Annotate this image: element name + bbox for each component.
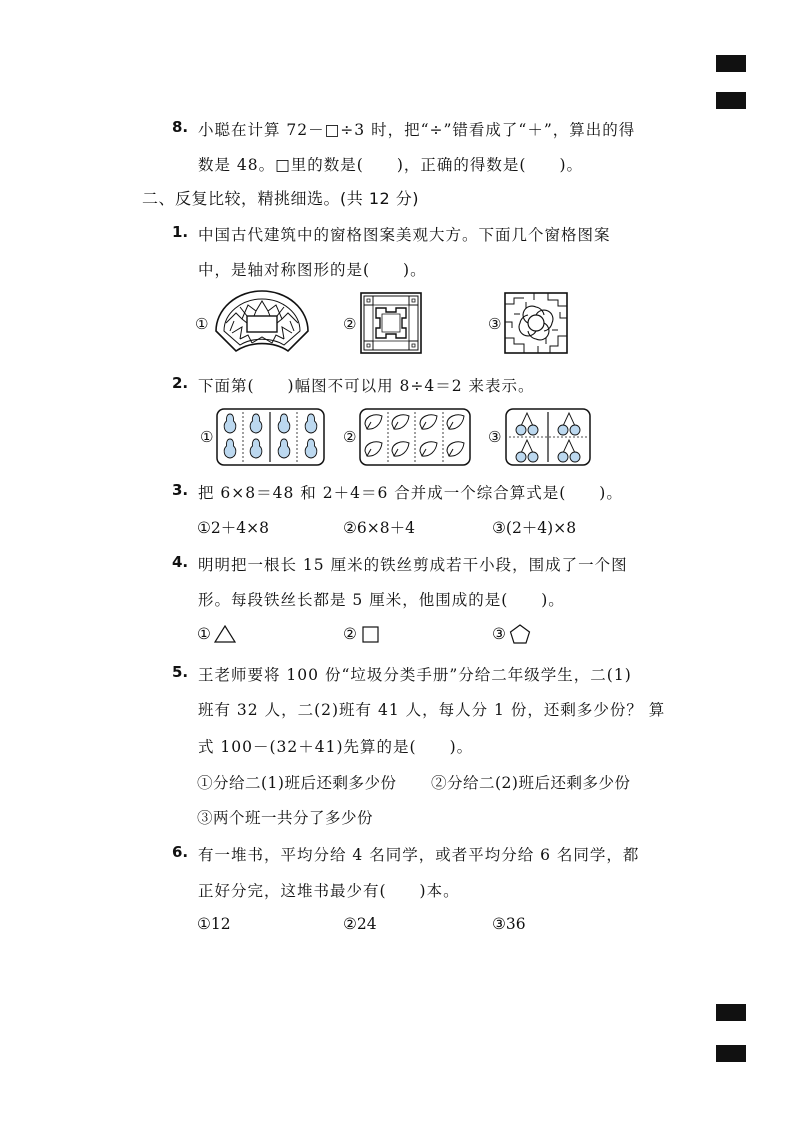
option-label: ③ — [488, 315, 502, 333]
question-number: 4. — [172, 553, 189, 571]
section-heading: 二、反复比较，精挑细选。(共 12 分) — [142, 189, 420, 208]
answer-option: ②分给二(2)班后还剩多少份 — [431, 774, 631, 792]
fan-window-figure — [212, 293, 312, 355]
question-number: 5. — [172, 663, 189, 681]
option-label: ③ — [488, 428, 502, 446]
question-number: 2. — [172, 374, 189, 392]
answer-option: ②6×8＋4 — [343, 519, 415, 537]
option-label: ② — [343, 428, 357, 446]
question-text: 数是 48。□里的数是( )，正确的得数是( )。 — [198, 156, 583, 174]
question-number: 6. — [172, 843, 189, 861]
question-text: 中，是轴对称图形的是( )。 — [198, 261, 427, 279]
answer-option: ② — [343, 625, 357, 643]
question-text: 式 100－(32＋41)先算的是( )。 — [198, 738, 474, 756]
answer-option: ③两个班一共分了多少份 — [197, 809, 374, 827]
registration-mark — [716, 92, 746, 109]
answer-option: ①分给二(1)班后还剩多少份 — [197, 774, 397, 792]
registration-mark — [716, 1004, 746, 1021]
answer-option: ③(2＋4)×8 — [492, 519, 577, 537]
answer-option: ①12 — [197, 915, 231, 933]
square-icon — [362, 625, 380, 643]
question-text: 把 6×8＝48 和 2＋4＝6 合并成一个综合算式是( )。 — [198, 484, 623, 502]
question-text: 有一堆书，平均分给 4 名同学，或者平均分给 6 名同学，都 — [198, 846, 640, 864]
option-label: ② — [343, 315, 357, 333]
question-text: 班有 32 人，二(2)班有 41 人，每人分 1 份，还剩多少份？ 算 — [198, 701, 666, 719]
registration-mark — [716, 1045, 746, 1062]
option-label: ① — [195, 315, 209, 333]
question-text: 正好分完，这堆书最少有( )本。 — [198, 882, 460, 900]
question-text: 王老师要将 100 份“垃圾分类手册”分给二年级学生，二(1) — [198, 666, 632, 684]
question-text: 下面第( )幅图不可以用 8÷4＝2 来表示。 — [198, 377, 535, 395]
question-text: 中国古代建筑中的窗格图案美观大方。下面几个窗格图案 — [198, 226, 611, 244]
answer-option: ①2＋4×8 — [197, 519, 269, 537]
question-text: 明明把一根长 15 厘米的铁丝剪成若干小段，围成了一个图 — [198, 556, 628, 574]
answer-option: ③ — [492, 625, 506, 643]
answer-option: ① — [197, 625, 211, 643]
square-lattice-window-figure — [360, 292, 422, 354]
question-number: 8. — [172, 118, 189, 136]
question-number: 1. — [172, 223, 189, 241]
question-text: 形。每段铁丝长都是 5 厘米，他围成的是( )。 — [198, 591, 565, 609]
cherries-group-figure — [505, 408, 591, 466]
triangle-icon — [214, 624, 236, 644]
question-number: 3. — [172, 481, 189, 499]
question-text: 小聪在计算 72－□÷3 时，把“÷”错看成了“＋”，算出的得 — [198, 121, 636, 139]
leaves-group-figure — [359, 408, 471, 466]
option-label: ① — [200, 428, 214, 446]
pears-group-figure — [216, 408, 325, 466]
answer-option: ③36 — [492, 915, 526, 933]
pentagon-icon — [509, 623, 531, 644]
answer-option: ②24 — [343, 915, 377, 933]
flower-lattice-window-figure — [504, 292, 568, 354]
registration-mark — [716, 55, 746, 72]
